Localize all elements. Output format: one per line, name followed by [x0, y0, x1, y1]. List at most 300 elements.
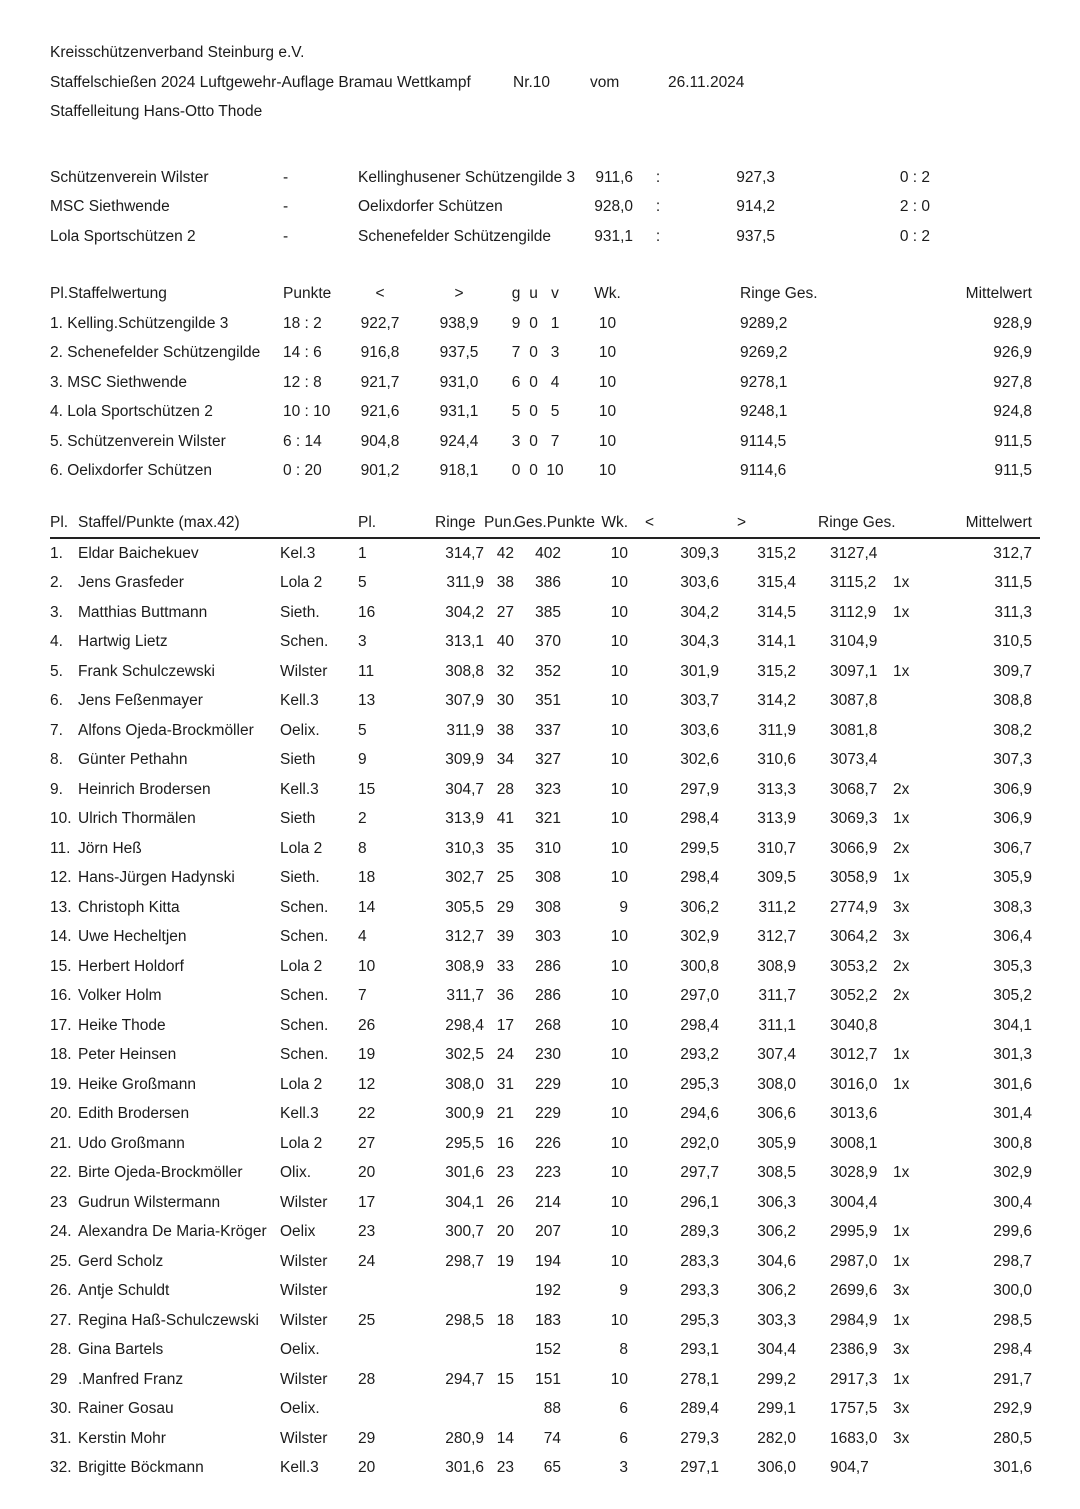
shooter-name: Herbert Holdorf [78, 957, 184, 975]
place: 28 [358, 1370, 376, 1388]
shooter-name: Ulrich Thormälen [78, 810, 196, 827]
shooter-name: Eldar Baichekuev [78, 544, 199, 562]
lowest-score: 289,3 [680, 1223, 719, 1240]
rank: 21. [50, 1134, 72, 1152]
highest-score: 306,6 [757, 1105, 796, 1122]
total-rings: 2984,9 [830, 1311, 878, 1329]
club: Lola 2 [280, 1134, 323, 1152]
lowest-score: 278,1 [680, 1370, 719, 1388]
week-count: 10 [610, 987, 628, 1004]
club: Sieth [280, 810, 316, 827]
shooter-name: Birte Ojeda-Brockmöller [78, 1164, 243, 1181]
multiplier: 1x [893, 1223, 910, 1240]
individual-row [50, 686, 1040, 716]
average: 292,9 [993, 1400, 1032, 1417]
week-count: 10 [610, 1311, 628, 1329]
week-count: 10 [610, 544, 628, 562]
highest-score: 313,9 [757, 810, 796, 827]
rank: 19. [50, 1075, 72, 1093]
average: 298,4 [993, 1341, 1032, 1358]
points: 36 [496, 987, 514, 1004]
points: 40 [496, 633, 514, 650]
average: 298,5 [993, 1311, 1032, 1329]
points: 6 : 14 [283, 432, 322, 450]
total-rings: 3053,2 [830, 957, 878, 975]
shooter-name: Rainer Gosau [78, 1400, 174, 1417]
club: Schen. [280, 1046, 329, 1063]
total-rings: 2699,6 [830, 1282, 878, 1299]
multiplier: 2x [893, 987, 910, 1004]
total-rings: 9114,6 [740, 462, 787, 479]
club: Wilster [280, 1282, 328, 1299]
place: 13 [358, 692, 376, 709]
multiplier [893, 1011, 935, 1041]
wins: 9 [511, 314, 521, 332]
total-points: 230 [535, 1046, 561, 1063]
home-team: MSC Siethwende [50, 198, 170, 215]
total-points: 192 [535, 1282, 561, 1299]
week-count: 10 [610, 928, 628, 945]
average: 927,8 [993, 373, 1032, 391]
week-count: 10 [598, 344, 617, 361]
standings-row [50, 309, 1040, 339]
col-header-staffelwertung: Pl.Staffelwertung [50, 285, 167, 302]
wins: 6 [511, 373, 521, 391]
average: 301,4 [993, 1105, 1032, 1122]
individual-row [50, 1217, 1040, 1247]
week-count: 10 [610, 1134, 628, 1152]
week-count: 10 [610, 603, 628, 621]
rings: 311,9 [446, 721, 484, 739]
individual-row [50, 1188, 1040, 1218]
highest-score: 311,7 [758, 987, 796, 1004]
total-points: 268 [535, 1016, 561, 1034]
total-points: 88 [543, 1400, 561, 1417]
shooter-name: Brigitte Böckmann [78, 1459, 204, 1476]
place: 2 [358, 810, 367, 827]
average: 911,5 [994, 462, 1032, 479]
place: 20 [358, 1164, 376, 1181]
home-team: Lola Sportschützen 2 [50, 227, 196, 245]
total-rings: 3040,8 [830, 1016, 878, 1034]
place: 14 [358, 898, 376, 916]
multiplier: 2x [893, 839, 910, 857]
club: Olix. [280, 1164, 311, 1181]
col-header-low: < [375, 285, 385, 302]
total-points: 310 [535, 839, 561, 857]
team-name: 1. Kelling.Schützengilde 3 [50, 314, 229, 332]
rings: 298,4 [445, 1016, 484, 1034]
match-row [50, 222, 1040, 252]
competition-title: Staffelschießen 2024 Luftgewehr-Auflage Bramau Wettkampf [50, 73, 471, 91]
shooter-name: Hartwig Lietz [78, 633, 168, 650]
place: 29 [358, 1429, 376, 1447]
multiplier [893, 1453, 935, 1483]
shooter-name: Udo Großmann [78, 1134, 185, 1152]
points: 17 [496, 1016, 514, 1034]
points: 14 : 6 [283, 344, 322, 361]
match-points: 0 : 2 [899, 227, 930, 245]
total-rings: 3004,4 [830, 1193, 878, 1211]
lowest-score: 298,4 [680, 1016, 719, 1034]
standings-header-row [50, 279, 1040, 309]
average: 300,4 [993, 1193, 1032, 1211]
week-count: 3 [619, 1459, 628, 1476]
average: 300,8 [993, 1134, 1032, 1152]
total-points: 65 [543, 1459, 561, 1476]
points: 27 [496, 603, 514, 621]
rings: 298,7 [445, 1252, 484, 1270]
team-name: 6. Oelixdorfer Schützen [50, 462, 212, 479]
rank: 25. [50, 1252, 72, 1270]
club: Sieth. [280, 869, 320, 886]
team-name: 5. Schützenverein Wilster [50, 432, 226, 450]
highest-score: 308,5 [757, 1164, 796, 1181]
multiplier: 1x [893, 810, 910, 827]
total-rings: 9114,5 [740, 432, 787, 450]
highest-score: 315,4 [757, 574, 796, 591]
col-header-ringe-ges: Ringe Ges. [740, 285, 818, 302]
lowest-score: 303,7 [680, 692, 719, 709]
lowest-score: 302,6 [680, 751, 719, 768]
points: 30 [496, 692, 514, 709]
shooter-name: Gudrun Wilstermann [78, 1193, 221, 1211]
multiplier [893, 627, 935, 657]
multiplier [893, 716, 935, 746]
club: Wilster [280, 662, 328, 680]
points: 0 : 20 [283, 462, 322, 479]
average: 310,5 [993, 633, 1032, 650]
individual-row [50, 1453, 1040, 1483]
week-count: 10 [598, 462, 617, 479]
rank: 18. [50, 1046, 72, 1063]
rings: 309,9 [445, 751, 484, 768]
lowest-score: 904,8 [360, 432, 400, 450]
average: 306,9 [993, 810, 1032, 827]
club: Kell.3 [280, 1105, 319, 1122]
lowest-score: 293,3 [680, 1282, 719, 1299]
individual-row [50, 1099, 1040, 1129]
points [484, 1335, 514, 1365]
match-results-table [50, 163, 1040, 252]
staffel-leader: Staffelleitung Hans-Otto Thode [50, 103, 263, 120]
total-rings: 2386,9 [830, 1341, 878, 1358]
highest-score: 307,4 [757, 1046, 796, 1063]
average: 926,9 [993, 344, 1032, 361]
place: 16 [358, 603, 376, 621]
multiplier: 1x [893, 603, 910, 621]
col-header-v: v [551, 285, 559, 302]
lowest-score: 298,4 [680, 869, 719, 886]
highest-score: 311,9 [758, 721, 796, 739]
place: 23 [358, 1223, 376, 1240]
dash-separator: - [283, 198, 289, 215]
place: 24 [358, 1252, 376, 1270]
shooter-name: Matthias Buttmann [78, 603, 208, 621]
shooter-name: Gerd Scholz [78, 1252, 164, 1270]
rank: 24. [50, 1223, 72, 1240]
place: 22 [358, 1105, 376, 1122]
club: Sieth [280, 751, 316, 768]
individual-row [50, 627, 1040, 657]
rank: 26. [50, 1282, 72, 1299]
lowest-score: 295,3 [680, 1311, 719, 1329]
place: 15 [358, 780, 376, 798]
highest-score: 306,2 [757, 1282, 796, 1299]
individual-row [50, 775, 1040, 805]
highest-score: 304,4 [757, 1341, 796, 1358]
col-header-u: u [529, 285, 538, 302]
dash-separator: - [283, 227, 289, 245]
place: 9 [358, 751, 367, 768]
average: 306,7 [993, 839, 1032, 857]
home-team: Schützenverein Wilster [50, 168, 209, 186]
multiplier: 1x [893, 1164, 910, 1181]
individual-row [50, 1365, 1040, 1395]
away-score: 927,3 [736, 168, 775, 186]
total-points: 370 [535, 633, 561, 650]
rings: 300,9 [445, 1105, 484, 1122]
individual-row [50, 1276, 1040, 1306]
total-rings: 3073,4 [830, 751, 878, 768]
highest-score: 310,7 [757, 839, 796, 857]
points: 31 [496, 1075, 514, 1093]
rings: 308,8 [445, 662, 484, 680]
total-points: 337 [535, 721, 561, 739]
lowest-score: 921,6 [360, 403, 400, 420]
document-header [50, 38, 1040, 127]
points: 10 : 10 [283, 403, 331, 420]
lowest-score: 292,0 [680, 1134, 719, 1152]
place [358, 1276, 435, 1306]
average: 305,9 [993, 869, 1032, 886]
total-rings: 9289,2 [740, 314, 788, 332]
multiplier [893, 1099, 935, 1129]
rings: 301,6 [445, 1459, 484, 1476]
average: 291,7 [993, 1370, 1032, 1388]
standings-row [50, 427, 1040, 457]
shooter-name: Frank Schulczewski [78, 662, 215, 680]
losses: 4 [550, 373, 560, 391]
average: 301,6 [993, 1459, 1032, 1476]
week-count: 9 [619, 1282, 628, 1299]
col-header-wk: Wk. [561, 512, 628, 538]
total-rings: 3097,1 [830, 662, 878, 680]
points: 29 [496, 898, 514, 916]
points: 19 [496, 1252, 514, 1270]
shooter-name: Christoph Kitta [78, 898, 180, 916]
total-rings: 2774,9 [830, 898, 878, 916]
draws: 0 [529, 462, 538, 479]
place: 10 [358, 957, 376, 975]
highest-score: 314,2 [757, 692, 796, 709]
average: 302,9 [993, 1164, 1032, 1181]
club: Oelix [280, 1223, 316, 1240]
shooter-name: Alfons Ojeda-Brockmöller [78, 721, 254, 739]
points [484, 1394, 514, 1424]
total-points: 402 [535, 544, 561, 562]
week-count: 10 [610, 721, 628, 739]
colon-separator: : [655, 198, 661, 215]
total-points: 386 [535, 574, 561, 591]
rank: 15. [50, 957, 72, 975]
average: 911,5 [994, 432, 1032, 450]
highest-score: 918,1 [439, 462, 479, 479]
individual-row [50, 834, 1040, 864]
total-rings: 3115,2 [830, 574, 877, 591]
week-count: 10 [610, 692, 628, 709]
total-points: 207 [535, 1223, 561, 1240]
average: 308,2 [993, 721, 1032, 739]
lowest-score: 303,6 [680, 721, 719, 739]
rings: 311,7 [446, 987, 484, 1004]
multiplier [893, 745, 935, 775]
average: 312,7 [993, 544, 1032, 562]
lowest-score: 296,1 [680, 1193, 719, 1211]
average: 306,4 [993, 928, 1032, 945]
multiplier: 1x [893, 1311, 910, 1329]
total-rings: 3052,2 [830, 987, 878, 1004]
competition-number: Nr.10 [513, 73, 551, 91]
average: 300,0 [993, 1282, 1032, 1299]
shooter-name: Jens Grasfeder [78, 574, 184, 591]
wins: 3 [511, 432, 521, 450]
shooter-name: .Manfred Franz [78, 1370, 184, 1388]
individual-row [50, 863, 1040, 893]
lowest-score: 302,9 [680, 928, 719, 945]
club: Kell.3 [280, 1459, 319, 1476]
average: 304,1 [993, 1016, 1032, 1034]
individual-row [50, 1040, 1040, 1070]
club: Kell.3 [280, 780, 319, 798]
rings: 311,9 [446, 574, 484, 591]
total-rings: 3066,9 [830, 839, 878, 857]
club: Lola 2 [280, 1075, 323, 1093]
average: 301,3 [993, 1046, 1032, 1063]
rank: 20. [50, 1105, 72, 1122]
lowest-score: 304,3 [680, 633, 719, 650]
lowest-score: 922,7 [360, 314, 400, 332]
multiplier: 1x [893, 1075, 910, 1093]
place: 3 [358, 633, 367, 650]
rings: 302,5 [445, 1046, 484, 1063]
rings: 308,9 [445, 957, 484, 975]
lowest-score: 301,9 [680, 662, 719, 680]
total-rings: 9278,1 [740, 373, 788, 391]
rank: 10. [50, 810, 72, 827]
week-count: 10 [610, 1016, 628, 1034]
total-rings: 3104,9 [830, 633, 878, 650]
average: 298,7 [993, 1252, 1032, 1270]
rank: 28. [50, 1341, 72, 1358]
col-header-ringe-ges: Ringe Ges. [796, 512, 893, 538]
total-rings: 1757,5 [830, 1400, 878, 1417]
home-score: 911,6 [595, 168, 633, 186]
club: Sieth. [280, 603, 320, 621]
losses: 7 [550, 432, 560, 450]
average: 309,7 [993, 662, 1032, 680]
club: Wilster [280, 1252, 328, 1270]
lowest-score: 304,2 [680, 603, 719, 621]
rank: 29 [50, 1370, 68, 1388]
week-count: 10 [610, 1193, 628, 1211]
club: Lola 2 [280, 839, 323, 857]
multiplier: 1x [893, 1370, 910, 1388]
total-points: 385 [535, 603, 561, 621]
shooter-name: Uwe Hecheltjen [78, 928, 187, 945]
points: 38 [496, 721, 514, 739]
col-header-low: < [628, 512, 719, 538]
week-count: 10 [610, 1164, 628, 1181]
col-header-pl2: Pl. [358, 512, 435, 538]
losses: 5 [550, 403, 560, 420]
away-score: 914,2 [736, 198, 775, 215]
club: Schen. [280, 1016, 329, 1034]
individual-row [50, 1158, 1040, 1188]
points: 25 [496, 869, 514, 886]
week-count: 10 [598, 373, 617, 391]
team-name: 4. Lola Sportschützen 2 [50, 403, 213, 420]
lowest-score: 309,3 [680, 544, 719, 562]
points: 21 [496, 1105, 514, 1122]
multiplier: 3x [893, 1429, 910, 1447]
average: 308,8 [993, 692, 1032, 709]
highest-score: 306,0 [757, 1459, 796, 1476]
highest-score: 924,4 [439, 432, 479, 450]
lowest-score: 299,5 [680, 839, 719, 857]
total-points: 226 [535, 1134, 561, 1152]
vom-label: vom [590, 73, 620, 91]
points: 32 [496, 662, 514, 680]
place: 19 [358, 1046, 376, 1063]
points: 18 : 2 [283, 314, 322, 332]
shooter-name: Günter Pethahn [78, 751, 188, 768]
highest-score: 311,1 [758, 1016, 796, 1034]
lowest-score: 901,2 [360, 462, 400, 479]
place: 5 [358, 721, 367, 739]
match-points: 0 : 2 [899, 168, 930, 186]
rank: 13. [50, 898, 72, 916]
lowest-score: 921,7 [360, 373, 400, 391]
highest-score: 299,1 [757, 1400, 796, 1417]
lowest-score: 293,1 [680, 1341, 719, 1358]
total-rings: 2917,3 [830, 1370, 878, 1388]
place: 7 [358, 987, 367, 1004]
shooter-name: Jens Feßenmayer [78, 692, 203, 709]
points: 24 [496, 1046, 514, 1063]
highest-score: 314,1 [757, 633, 796, 650]
losses: 10 [546, 462, 564, 479]
individual-row [50, 1247, 1040, 1277]
shooter-name: Regina Haß-Schulczewski [78, 1311, 259, 1329]
total-points: 327 [535, 751, 561, 768]
individual-row [50, 538, 1040, 569]
total-rings: 3058,9 [830, 869, 878, 886]
week-count: 8 [619, 1341, 628, 1358]
individual-row [50, 568, 1040, 598]
team-name: 3. MSC Siethwende [50, 373, 187, 391]
rank: 4. [50, 633, 63, 650]
rings: 298,5 [445, 1311, 484, 1329]
shooter-name: Heinrich Brodersen [78, 780, 211, 798]
total-points: 152 [535, 1341, 561, 1358]
points: 15 [496, 1370, 514, 1388]
highest-score: 931,0 [439, 373, 479, 391]
place: 25 [358, 1311, 376, 1329]
club: Wilster [280, 1311, 328, 1329]
wins: 7 [511, 344, 521, 361]
col-header-high: > [719, 512, 796, 538]
